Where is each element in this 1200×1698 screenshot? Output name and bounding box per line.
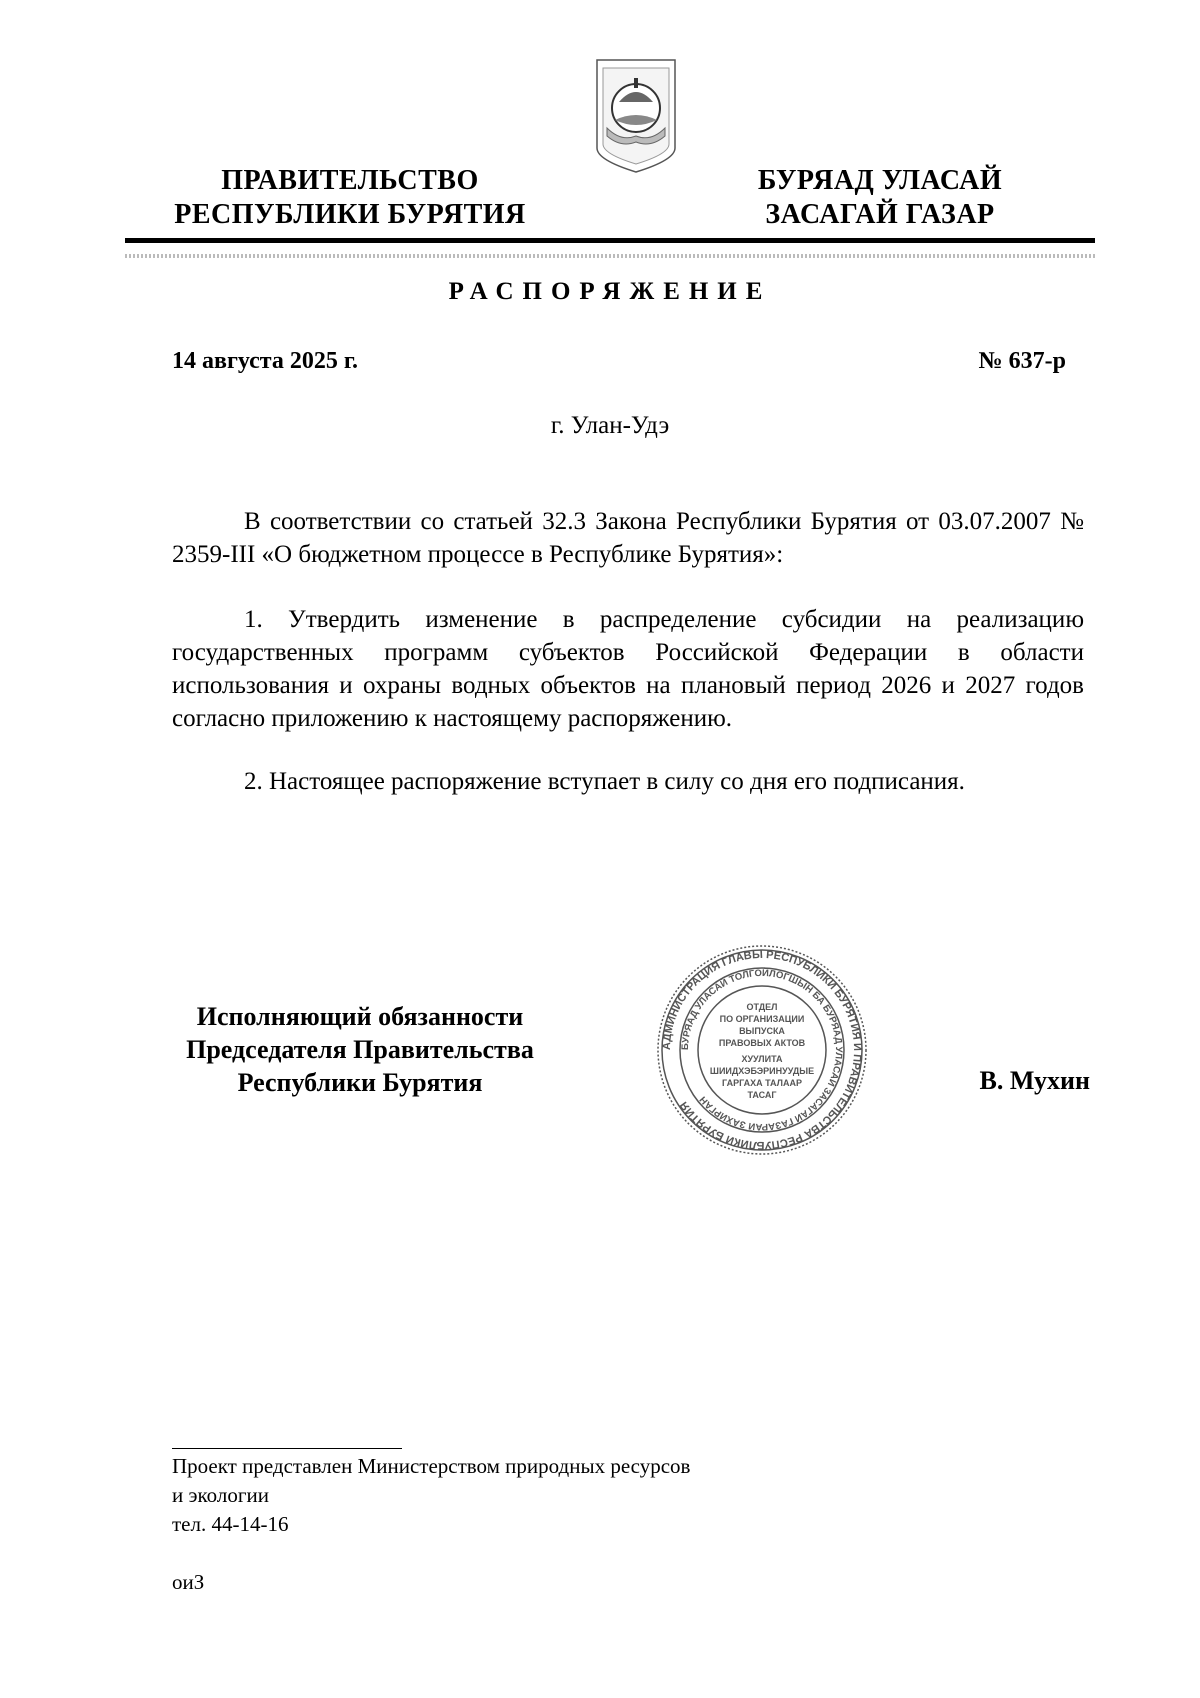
signatory-name: В. Мухин: [979, 1066, 1090, 1095]
footer-tag: оиЗ: [172, 1570, 205, 1594]
body-item-2: 2. Настоящее распоряжение вступает в силу со дня его подписания.: [244, 768, 965, 795]
signatory-position-line1: Исполняющий обязанности: [196, 1002, 524, 1031]
signatory-position-line3: Республики Бурятия: [237, 1068, 483, 1097]
header-right-block: [730, 164, 1030, 232]
footer-line3: тел. 44-14-16: [172, 1512, 289, 1536]
stamp-inner-ring-text: БУРЯАД УЛАСАЙ ТОЛГОЙЛОГШЫН БА БУРЯАД УЛАСАЙ ЗАСАГАЙ ГАЗАРАЙ ЗАХИРГАН: [679, 967, 845, 1133]
body-preamble: В соответствии со статьей 32.3 Закона Республики Бурятия от 03.07.2007 № 2359-III «О бюджетном процессе в Республике Бурятия»:: [172, 508, 1084, 568]
svg-text:АДМИНИСТРАЦИЯ ГЛАВЫ РЕСПУБЛИКИ: [661, 949, 863, 1151]
header-divider-thin: [125, 254, 1095, 258]
document-number: № 637-р: [978, 348, 1066, 374]
stamp-center-line: ШИИДХЭБЭРИНУУДЫЕ: [709, 1066, 815, 1076]
document-title: РАСПОРЯЖЕНИЕ: [448, 278, 772, 305]
stamp-center-line: ОТДЕЛ: [746, 1002, 778, 1012]
document-city: г. Улан-Удэ: [550, 412, 670, 439]
stamp-center-line: ТАСАГ: [747, 1090, 777, 1100]
svg-text:БУРЯАД УЛАСАЙ ТОЛГОЙЛОГШЫН БА: [680, 967, 844, 1133]
stamp-outer-ring-text: АДМИНИСТРАЦИЯ ГЛАВЫ РЕСПУБЛИКИ БУРЯТИЯ И ПРАВИТЕЛЬСТВА РЕСПУБЛИКИ БУРЯТИЯ: [660, 948, 864, 1152]
signatory-position-line2: Председателя Правительства: [186, 1035, 534, 1064]
stamp-center-line: ВЫПУСКА: [739, 1026, 785, 1036]
footer-rule: [172, 1448, 402, 1449]
stamp-center-line: ХУУЛИТА: [741, 1054, 783, 1064]
signatory-position: [160, 1000, 560, 1099]
header-left-line2: РЕСПУБЛИКИ БУРЯТИЯ: [174, 199, 526, 230]
header-left-line1: ПРАВИТЕЛЬСТВО: [221, 165, 479, 196]
header-left-block: [160, 164, 540, 232]
header-divider-thick: [125, 238, 1095, 243]
header-right-line2: ЗАСАГАЙ ГАЗАР: [765, 199, 995, 230]
footer-line1: Проект представлен Министерством природных ресурсов: [172, 1454, 691, 1478]
document-date: 14 августа 2025 г.: [172, 348, 359, 374]
footer-note: [172, 1452, 690, 1539]
stamp-center-line: ГАРГАХА ТАЛААР: [722, 1078, 802, 1088]
footer-line2: и экологии: [172, 1483, 269, 1507]
official-stamp: [652, 940, 872, 1160]
body-item-1: 1. Утвердить изменение в распределение субсидии на реализацию государственных программ субъектов Российской Федерации в области использования и охраны водных объектов на плановый период 2026 и 2027 годов согласно приложению к настоящему распоряжению.: [172, 606, 1084, 732]
stamp-center-line: ПО ОРГАНИЗАЦИИ: [719, 1014, 805, 1024]
header-right-line1: БУРЯАД УЛАСАЙ: [757, 165, 1003, 196]
stamp-center-line: ПРАВОВЫХ АКТОВ: [718, 1038, 806, 1048]
coat-of-arms-icon: [591, 56, 681, 176]
